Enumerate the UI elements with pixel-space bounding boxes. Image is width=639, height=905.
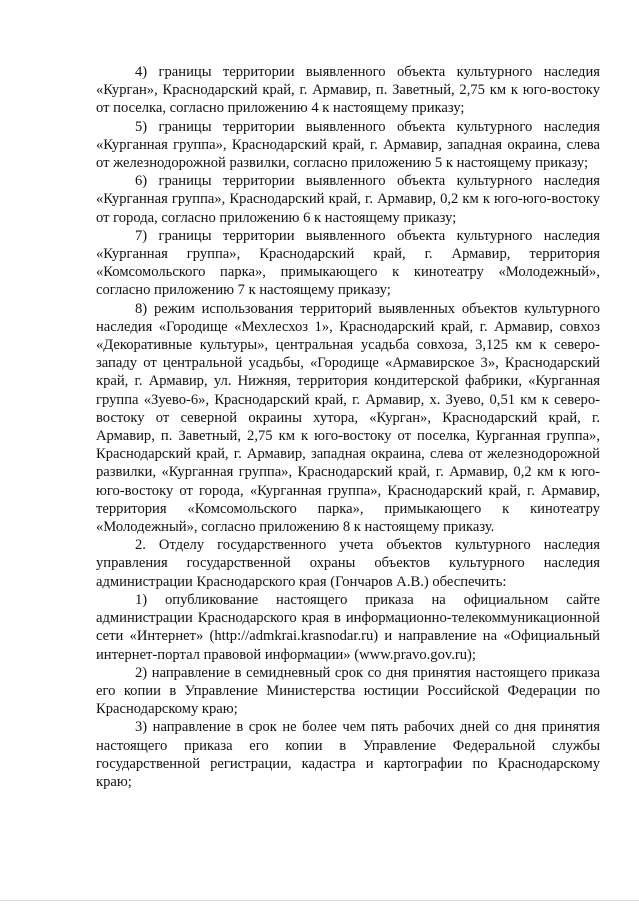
paragraph-subitem-2: 2) направление в семидневный срок со дня принятия настоящего приказа его копии в Управление Министерства юстиции Российской Федерации по Краснодарскому краю; (96, 664, 600, 718)
paragraph-subitem-1: 1) опубликование настоящего приказа на официальном сайте администрации Краснодарского края в информационно-телекоммуникационной сети «Интернет» (http://admkrai.krasnodar.ru) и направление на «Официальный интернет-портал правовой информации» (www.pravo.gov.ru); (96, 591, 600, 663)
paragraph-item-4: 4) границы территории выявленного объекта культурного наследия «Курган», Краснодарский край, г. Армавир, п. Заветный, 2,75 км к юго-востоку от поселка, согласно приложению 4 к настоящему приказу; (96, 64, 600, 117)
paragraph-subitem-3: 3) направление в срок не более чем пять рабочих дней со дня принятия настоящего приказа его копии в Управление Федеральной службы государственной регистрации, кадастра и картографии по Краснодарскому краю; (96, 719, 600, 790)
page-bottom-edge (0, 900, 639, 901)
paragraph-section-2: 2. Отделу государственного учета объектов культурного наследия управления государственной охраны объектов культурного наследия администрации Краснодарского края (Гончаров А.В.) обеспечить: (96, 537, 600, 590)
paragraph-item-7: 7) границы территории выявленного объекта культурного наследия «Курганная группа», Краснодарский край, г. Армавир, территория «Комсомольского парка», примыкающего к кинотеатру «Молодежный», согласно приложению 7 к настоящему приказу; (96, 227, 600, 299)
paragraph-item-8: 8) режим использования территорий выявленных объектов культурного наследия «Городище «Мехлесхоз 1», Краснодарский край, г. Армавир, совхоз «Декоративные культуры», центральная усадьба совхоза, 3,125 км к северо-западу от центральной усадьбы, «Городище «Армавирское 3», Краснодарский край, г. Армавир, ул. Нижняя, территория кондитерской фабрики, «Курганная группа «Зуево-6», Краснодарский край, г. Армавир, х. Зуево, 0,51 км к северо-востоку от северной окраины хутора, «Курган», Краснодарский край, г. Армавир, п. Заветный, 2,75 км к юго-востоку от поселка, Курганная группа», Краснодарский край, г. Армавир, западная окраина, слева от железнодорожной развилки, «Курганная группа», Краснодарский край, г. Армавир, 0,2 км к юго-юго-востоку от города, «Курганная группа», Краснодарский край, г. Армавир, территория «Комсомольского парка», примыкающего к кинотеатру «Молодежный», согласно приложению 8 к настоящему приказу. (96, 300, 600, 536)
paragraph-item-6: 6) границы территории выявленного объекта культурного наследия «Курганная группа», Краснодарский край, г. Армавир, 0,2 км к юго-юго-востоку от города, согласно приложению 6 к настоящему приказу; (96, 173, 600, 226)
document-page (96, 63, 600, 791)
paragraph-item-5: 5) границы территории выявленного объекта культурного наследия «Курганная группа», Краснодарский край, г. Армавир, западная окраина, слева от железнодорожной развилки, согласно приложению 5 к настоящему приказу; (96, 118, 600, 172)
